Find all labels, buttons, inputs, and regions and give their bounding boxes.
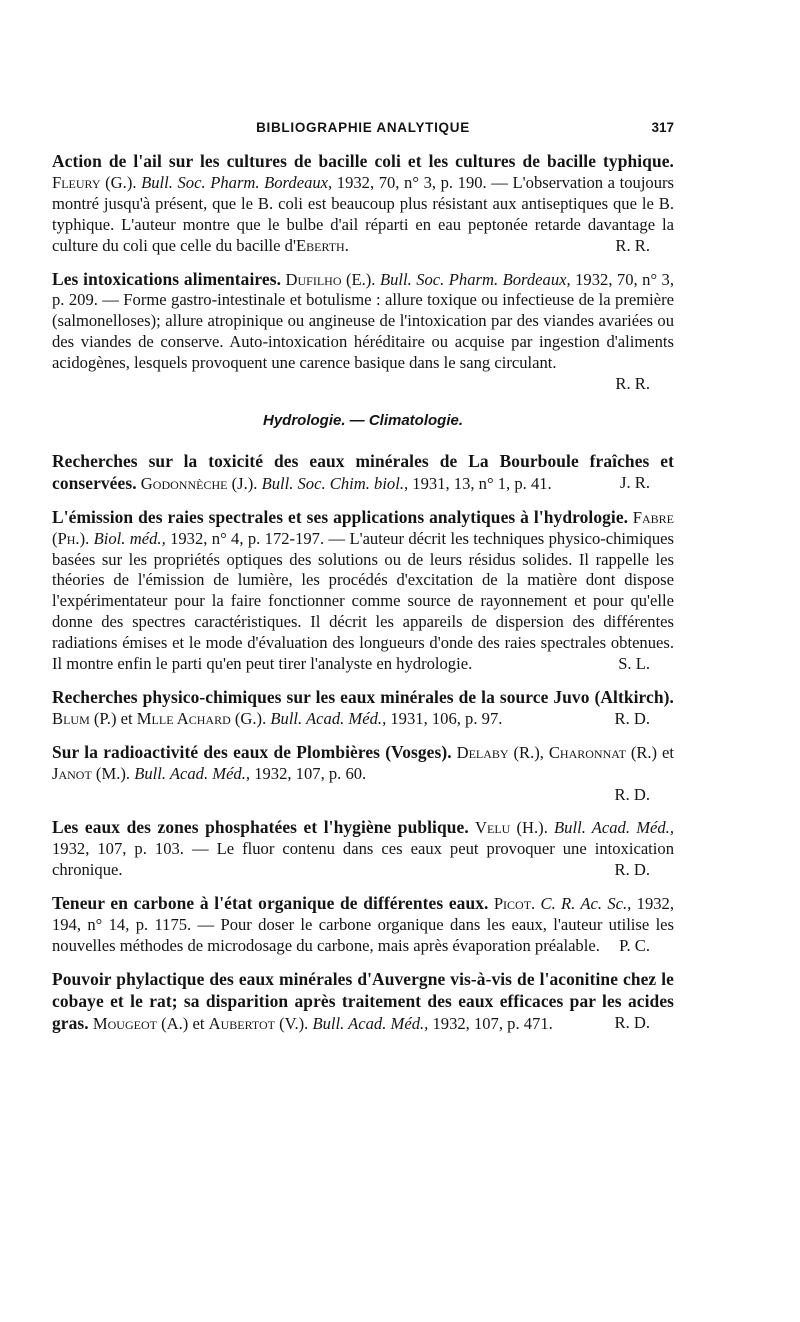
abstract-entry	[52, 507, 674, 675]
entry-body-author: Eberth.	[295, 235, 349, 255]
abstract-entry	[52, 893, 674, 957]
entry-body: Pour doser le carbone organique dans les eaux, l'auteur utilise les nouvelles méthodes de microdosage du carbone, mais après évaporation préalable.	[52, 915, 674, 955]
section-heading: Hydrologie. — Climatologie.	[262, 411, 464, 429]
entry-reference: 1931, 106, p. 97.	[390, 708, 503, 728]
entry-author-2: Mlle Achard (G.).	[136, 708, 267, 728]
entry-journal: Biol. méd.,	[93, 528, 166, 548]
page-number: 317	[651, 120, 674, 135]
abstract-entry	[52, 451, 674, 495]
entry-author-2: Aubertot (V.).	[208, 1013, 309, 1033]
entry-author-2: Janot (M.).	[52, 763, 131, 783]
entry-signature: R. D.	[614, 784, 650, 804]
entry-author: Velu (H.).	[475, 818, 548, 838]
entry-reference: 1931, 13, n° 1, p. 41.	[412, 473, 552, 493]
entry-title: Action de l'ail sur les cultures de bacille coli et les cultures de bacille typhique.	[52, 151, 674, 171]
entry-body: Le fluor contenu dans ces eaux peut provoquer une intoxication chronique.	[52, 839, 674, 880]
entry-title: Les intoxications alimentaires.	[52, 268, 282, 289]
entry-title: Recherches physico-chimiques sur les eaux minérales de la source Juvo (Altkirch).	[52, 686, 674, 707]
entry-signature: R. R.	[615, 374, 650, 394]
entry-title: Sur la radioactivité des eaux de Plombières (Vosges).	[52, 741, 452, 762]
entry-reference: 1932, 70, n° 3, p. 209. —	[52, 269, 675, 310]
entry-author: Godonnèche (J.).	[140, 473, 258, 493]
abstract-entry	[52, 687, 674, 730]
entry-journal: Bull. Acad. Méd.,	[134, 763, 251, 783]
entry-conjunction: et	[662, 742, 674, 762]
entry-conjunction: et	[192, 1013, 205, 1033]
running-head	[52, 118, 674, 140]
abstract-entry	[52, 269, 674, 395]
abstract-entry	[52, 817, 674, 881]
entry-body: Forme gastro-intestinale et botulisme : allure toxique ou infectieuse de la première (salmonelloses); allure atropinique ou angineuse de l'intoxication par des viandes avariées ou des viandes de conserve. Auto-intoxication héréditaire ou acquise par ingestion d'aliments acidogènes, lesquels provoquent une carence basique dans le sang circulant.	[52, 290, 674, 373]
entry-reference: 1932, 194, n° 14, p. 1175. —	[52, 894, 674, 935]
entry-title: Pouvoir phylactique des eaux minérales d'Auvergne vis-à-vis de l'aconitine chez le cobaye et le rat; sa disparition après traitement des eaux efficaces par les acides gras.	[52, 968, 674, 1033]
entry-body: L'observation a toujours montré jusqu'à présent, que le B. coli est beaucoup plus résistant aux antiseptiques que le B. typhique. L'auteur montre que le bulbe d'ail réparti en eau peptonée retarde davantage la culture du coli que celle du bacille d'	[52, 172, 675, 255]
entry-reference: 1932, n° 4, p. 172-197. —	[170, 528, 346, 548]
entry-signature: R. D.	[614, 1012, 650, 1032]
entry-body: L'auteur décrit les techniques physico-chimiques basées sur les propriétés optiques des solutions ou de leurs résidus solides. Il rappelle les théories de l'émission de lumière, les procédés d'excitation de la matière dont dispose l'expérimentateur pour la faire fonctionner comme source de rayonnement et pour qu'elle donne des spectres caractéristiques. Il décrit les appareils de dispersion des différentes radiations émises et le mode d'évaluation des longueurs d'onde des raies spectrales obtenues. Il montre enfin le parti qu'en peut tirer l'analyste en hydrologie.	[52, 528, 674, 674]
document-page	[52, 118, 674, 1047]
entry-journal: C. R. Ac. Sc.,	[540, 894, 632, 914]
entry-author: Picot.	[493, 894, 536, 914]
entry-signature: R. D.	[614, 708, 650, 728]
abstract-entry	[52, 969, 674, 1035]
entry-title: L'émission des raies spectrales et ses applications analytiques à l'hydrologie.	[52, 506, 629, 527]
entry-reference: 1932, 107, p. 103. —	[52, 839, 209, 859]
running-head-title: BIBLIOGRAPHIE ANALYTIQUE	[256, 120, 470, 135]
entry-conjunction: et	[120, 708, 133, 728]
entry-signature: R. D.	[614, 860, 650, 880]
entry-title: Les eaux des zones phosphatées et l'hygiène publique.	[52, 817, 469, 838]
entry-journal: Bull. Soc. Chim. biol.,	[261, 473, 409, 493]
entry-signature: P. C.	[619, 936, 650, 955]
entry-author: Dufilho (E.).	[285, 269, 376, 289]
entry-journal: Bull. Soc. Pharm. Bordeaux,	[141, 172, 333, 192]
entry-author: Fabre (Ph.).	[52, 507, 674, 548]
entry-journal: Bull. Acad. Méd.,	[554, 818, 674, 838]
abstract-entry	[52, 742, 674, 806]
entry-journal: Bull. Acad. Méd.,	[312, 1013, 429, 1033]
entry-journal: Bull. Soc. Pharm. Bordeaux,	[379, 269, 571, 289]
entry-journal: Bull. Acad. Méd.,	[270, 708, 387, 728]
entry-signature: J. R.	[620, 472, 650, 492]
entry-author: Delaby (R.), Charonnat (R.)	[456, 742, 658, 762]
entry-author: Blum (P.)	[52, 708, 117, 728]
entry-reference: 1932, 70, n° 3, p. 190. —	[336, 172, 508, 192]
entry-author: Mougeot (A.)	[92, 1013, 189, 1033]
abstract-entry	[52, 151, 674, 257]
entry-reference: 1932, 107, p. 471.	[432, 1013, 553, 1033]
entry-title: Teneur en carbone à l'état organique de différentes eaux.	[52, 893, 489, 914]
entry-signature: R. R.	[615, 235, 650, 255]
entry-author: Fleury (G.).	[52, 172, 137, 192]
entry-signature: S. L.	[618, 654, 650, 674]
entry-reference: 1932, 107, p. 60.	[254, 763, 367, 783]
entry-title: Recherches sur la toxicité des eaux minérales de La Bourboule fraîches et conservées.	[52, 450, 674, 493]
